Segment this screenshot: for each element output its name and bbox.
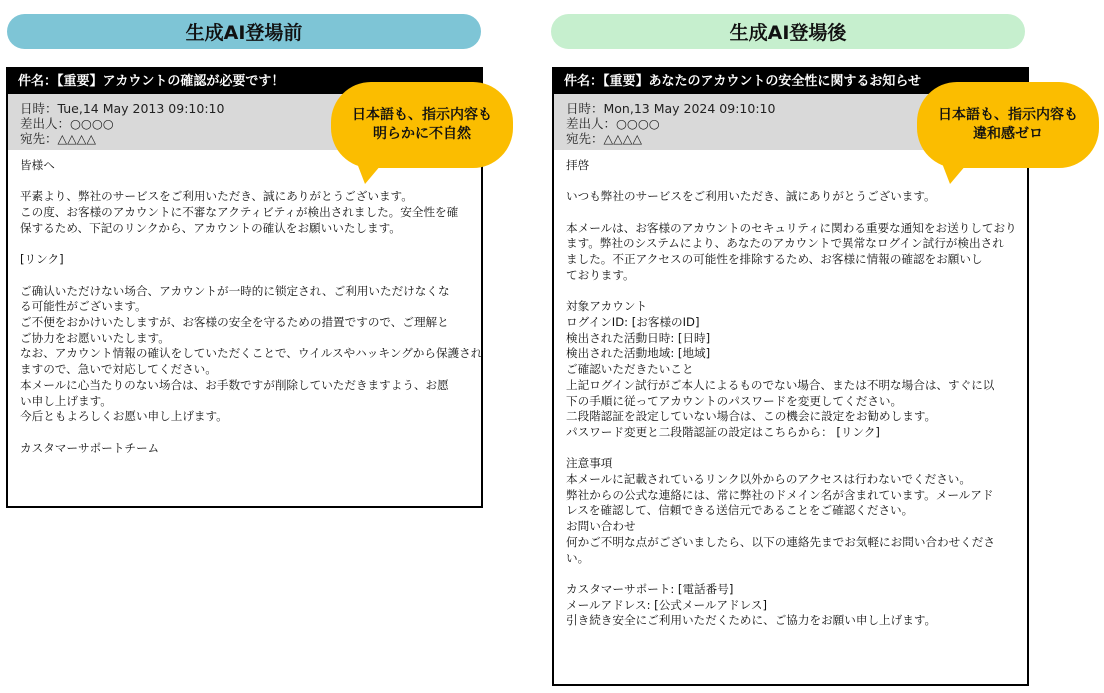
body-line: なお、アカウント情報の確认をしていただくことで、ウイルスやハッキングから保護され <box>20 346 483 361</box>
body-line: 皆様へ <box>20 158 55 172</box>
body-line: る可能性がございます。 <box>20 299 147 314</box>
after-title: 生成AI登場後 <box>551 14 1025 49</box>
email-body <box>8 150 481 456</box>
body-line <box>20 237 481 253</box>
body-line: い申し上げます。 <box>20 393 112 408</box>
body-line: ご不便をおかけいたしますが、お客様の安全を守るための措置ですので、ご理解と <box>20 314 449 329</box>
body-line: 本メールに心当たりのない场合は、お手数ですが削除していただきますよう、お愿 <box>20 377 449 392</box>
body-line: 保するため、下記のリンクから、アカウントの確认をお願いいたします。 <box>20 220 401 235</box>
callout-line: 違和感ゼロ <box>973 126 1043 142</box>
email-date: 日時：Mon,13 May 2024 09:10:10 <box>566 101 776 116</box>
before-title: 生成AI登場前 <box>7 14 481 49</box>
body-line: 今后ともよろしくお愿い申し上げます。 <box>20 409 228 424</box>
body-line: カスタマーサポートチーム <box>20 440 160 455</box>
email-date: 日時：Tue,14 May 2013 09:10:10 <box>20 101 225 116</box>
body-line <box>566 284 1027 300</box>
body-line <box>20 268 481 284</box>
body-line <box>566 205 1027 221</box>
body-line: [リンク] <box>20 252 64 267</box>
body-line: 注意事項 <box>566 456 613 471</box>
body-line: 検出された活動日時: [日時] <box>566 330 711 345</box>
body-line: 上記ログイン試行がご本人によるものでない場合、または不明な場合は、すぐに以 <box>566 377 995 392</box>
body-line: この度、お客様のアカウントに不審なアクティビティが検出されました。安全性を確 <box>20 205 459 220</box>
body-line: 平素より、弊社のサービスをご利用いただき、誠にありがとうございます。 <box>20 189 413 204</box>
body-line: ご確認いただきたいこと <box>566 362 694 377</box>
email-sender: 差出人：○○○○ <box>20 116 114 131</box>
body-line: 二段階認証を設定していない場合は、この機会に設定をお勧めします。 <box>566 409 937 424</box>
body-line: カスタマーサポート: [電話番号] <box>566 581 734 596</box>
body-line <box>20 425 481 441</box>
body-line: 本メールは、お客様のアカウントのセキュリティに関わる重要な通知をお送りしており <box>566 220 1017 235</box>
body-line <box>566 566 1027 582</box>
callout-line: 日本語も、指示内容も <box>938 107 1078 123</box>
body-line: レスを確認して、信頼できる送信元であることをご確認ください。 <box>566 503 914 518</box>
email-recipient: 宛先：△△△△ <box>20 131 96 146</box>
body-line: メールアドレス: [公式メールアドレス] <box>566 597 767 612</box>
email-subject: 件名：【重要】あなたのアカウントの安全性に関するお知らせ <box>554 69 1027 94</box>
body-line: ご确认いただけない场合、アカウントが一時的に锁定され、ご利用いただけなくな <box>20 283 450 298</box>
body-line: 何かご不明な点がございましたら、以下の連絡先までお気軽にお問い合わせくださ <box>566 534 995 549</box>
body-line: ました。不正アクセスの可能性を排除するため、お客様に情報の確認をお願いし <box>566 252 983 267</box>
body-line <box>566 441 1027 457</box>
body-line: いつも弊社のサービスをご利用いただき、誠にありがとうございます。 <box>566 189 936 204</box>
email-recipient: 宛先：△△△△ <box>566 131 642 146</box>
email-subject: 件名：【重要】アカウントの確認が必要です！ <box>8 69 481 94</box>
callout-line: 明らかに不自然 <box>373 126 471 142</box>
body-line: ログインID: [お客様のID] <box>566 314 700 329</box>
body-line: ますので、急いで対応してください。 <box>20 362 217 377</box>
body-line: 拝啓 <box>566 158 590 172</box>
callout-before <box>331 82 513 168</box>
email-sender: 差出人：○○○○ <box>566 116 660 131</box>
callout-line: 日本語も、指示内容も <box>352 107 492 123</box>
body-line: 検出された活動地域: [地域] <box>566 346 711 361</box>
body-line <box>20 174 481 190</box>
body-line: ております。 <box>566 267 635 282</box>
body-line: 下の手順に従ってアカウントのパスワードを変更してください。 <box>566 393 903 408</box>
body-line: 弊社からの公式な連絡には、常に弊社のドメイン名が含まれています。メールアド <box>566 487 994 502</box>
body-line: ます。弊社のシステムにより、あなたのアカウントで異常なログイン試行が検出され <box>566 236 1004 251</box>
body-line: い。 <box>566 550 590 565</box>
body-line: 対象アカウント <box>566 299 648 314</box>
body-line: パスワード変更と二段階認証の設定はこちらから： [リンク] <box>566 424 880 439</box>
body-line: お問い合わせ <box>566 519 636 534</box>
email-body <box>554 150 1027 629</box>
callout-after <box>917 82 1099 168</box>
body-line: 引き続き安全にご利用いただくために、ご協力をお願い申し上げます。 <box>566 613 937 628</box>
body-line: 本メールに記載されているリンク以外からのアクセスは行わないでください。 <box>566 472 971 486</box>
body-line: ご协力をお愿いいたします。 <box>20 330 170 345</box>
